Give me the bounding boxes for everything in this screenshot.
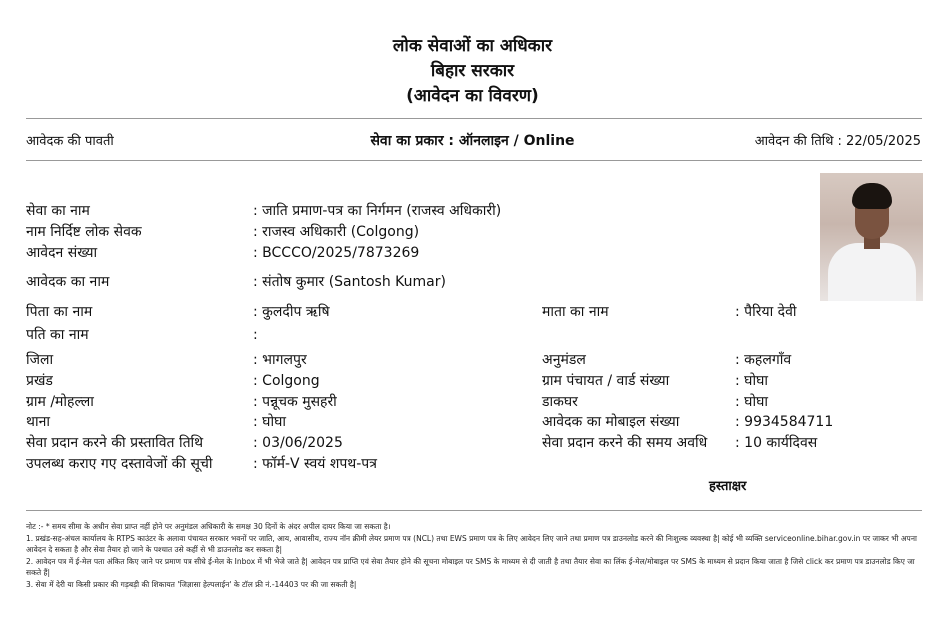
document-header	[0, 34, 945, 109]
application-date: आवेदन की तिथि : 22/05/2025	[754, 134, 921, 149]
father-name-label: पिता का नाम	[26, 304, 93, 320]
police-station-value: : घोघा	[253, 414, 286, 430]
documents-label: उपलब्ध कराए गए दस्तावेजों की सूची	[26, 456, 213, 472]
block-label: प्रखंड	[26, 373, 53, 389]
mother-name-label: माता का नाम	[542, 304, 609, 320]
subdivision-label: अनुमंडल	[542, 352, 586, 368]
application-no-label: आवेदन संख्या	[26, 245, 98, 261]
subdivision-value: : कहलगाँव	[735, 352, 792, 368]
top-divider	[26, 118, 922, 119]
notes-section	[26, 521, 922, 590]
service-name-label: सेवा का नाम	[26, 203, 90, 219]
signature-label: हस्ताक्षर	[709, 479, 747, 494]
time-period-label: सेवा प्रदान करने की समय अवधि	[542, 435, 708, 451]
post-office-value: : घोघा	[735, 394, 768, 410]
mobile-label: आवेदक का मोबाइल संख्या	[542, 414, 680, 430]
header-government: बिहार सरकार	[430, 61, 515, 81]
village-value: : पन्नूचक मुसहरी	[253, 394, 337, 410]
note-2: 2. आवेदन पत्र में ई-मेल पता अंकित किए जाने पर प्रमाण पत्र सीधे ई-मेल के Inbox में भी भेजे जाते है| आवेदन पत्र प्राप्ति एवं सेवा तैयार होने की सूचना मोबाइल पर SMS के माध्यम से दी जाती है तथा तैयार सेवा का लिंक ई-मेल/मोबाइल पर SMS के माध्यम से प्रदान किया जाता है जिसे click कर प्रमाण पत्र डाउनलोड किए जा सकते हैं|	[26, 556, 915, 577]
block-value: : Colgong	[253, 373, 320, 389]
service-type: सेवा का प्रकार : ऑनलाइन / Online	[370, 133, 575, 149]
time-period-value: : 10 कार्यदिवस	[735, 435, 818, 451]
header-subtitle: (आवेदन का विवरण)	[406, 86, 539, 106]
service-name-value: : जाति प्रमाण-पत्र का निर्गमन (राजस्व अधिकारी)	[253, 203, 502, 219]
meta-divider	[26, 160, 922, 161]
header-title: लोक सेवाओं का अधिकार	[392, 36, 553, 56]
applicant-photo	[820, 173, 923, 301]
receipt-label: आवेदक की पावती	[26, 134, 114, 149]
applicant-name-label: आवेदक का नाम	[26, 274, 110, 290]
note-1: 1. प्रखंड-सह-अंचल कार्यालय के RTPS काउंटर के अलावा पंचायत सरकार भवनों पर जाति, आय, आवासीय, राज्य नॉन क्रीमी लेयर प्रमाण पत्र (NCL) तथा EWS प्रमाण पत्र के लिए आवेदन लिए जाने तथा प्रमाण पत्र डाउनलोड करने की निःशुल्क व्यवस्था है| कोई भी व्यक्ति serviceonline.bihar.gov.in पर जाकर भी अपना आवेदन दे सकता है और सेवा तैयार हो जाने के पश्चात उसे कहीं से भी डाउनलोड कर सकता है|	[26, 533, 917, 554]
application-no-value: : BCCCO/2025/7873269	[253, 245, 420, 261]
note-3: 3. सेवा में देरी या किसी प्रकार की गड़बड़ी की शिकायत 'जिज्ञासा हेल्पलाईन' के टॉल फ्री नं.-14403 पर की जा सकती है|	[26, 579, 357, 589]
father-name-value: : कुलदीप ऋषि	[253, 304, 330, 320]
public-servant-value: : राजस्व अधिकारी (Colgong)	[253, 224, 420, 240]
husband-name-value: :	[253, 327, 258, 343]
village-label: ग्राम /मोहल्ला	[26, 394, 94, 410]
police-station-label: थाना	[26, 414, 50, 430]
district-value: : भागलपुर	[253, 352, 307, 368]
proposed-date-value: : 03/06/2025	[253, 435, 343, 451]
notes-divider	[26, 510, 922, 511]
mobile-value: : 9934584711	[735, 414, 834, 430]
note-appeal: नोट :- * समय सीमा के अधीन सेवा प्राप्त नहीं होने पर अनुमंडल अधिकारी के समक्ष 30 दिनों के अंदर अपील दायर किया जा सकता है।	[26, 522, 391, 531]
public-servant-label: नाम निर्दिष्ट लोक सेवक	[26, 224, 142, 240]
husband-name-label: पति का नाम	[26, 327, 89, 343]
proposed-date-label: सेवा प्रदान करने की प्रस्तावित तिथि	[26, 435, 204, 451]
panchayat-label: ग्राम पंचायत / वार्ड संख्या	[542, 373, 670, 389]
documents-value: : फॉर्म-V स्वयं शपथ-पत्र	[253, 456, 377, 472]
mother-name-value: : पैरिया देवी	[735, 304, 797, 320]
panchayat-value: : घोघा	[735, 373, 768, 389]
district-label: जिला	[26, 352, 54, 368]
applicant-name-value: : संतोष कुमार (Santosh Kumar)	[253, 274, 446, 290]
post-office-label: डाकघर	[542, 394, 578, 410]
